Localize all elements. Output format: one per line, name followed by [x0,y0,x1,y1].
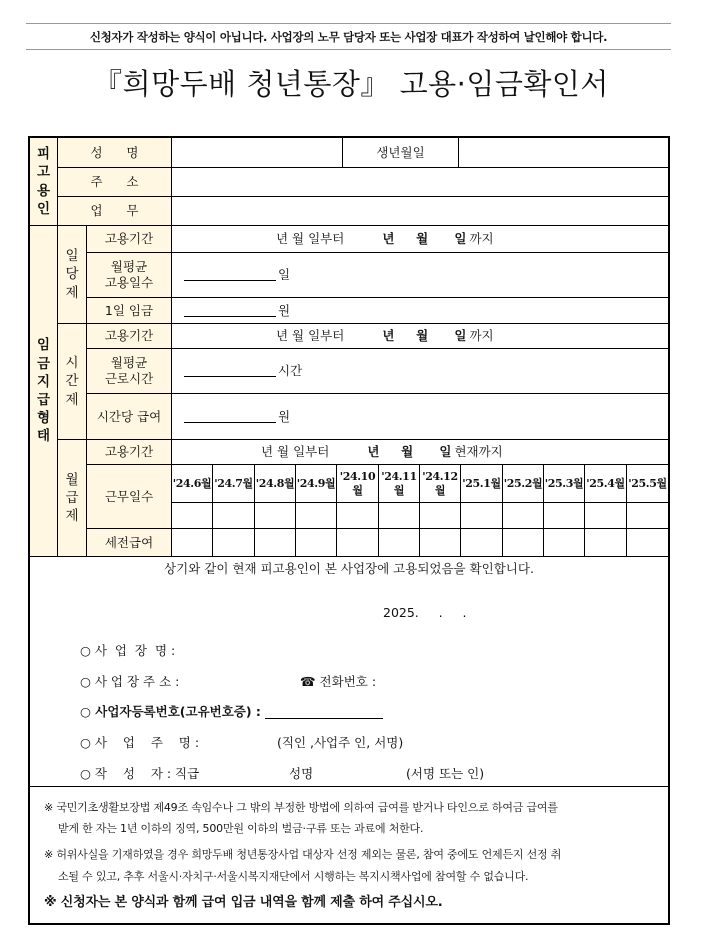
daily-wage-amount-field[interactable] [172,298,668,324]
pretax-field[interactable] [337,529,379,557]
note-3: ※ 신청자는 본 양식과 함께 급여 입금 내역을 함께 제출 하여 주십시오. [44,895,443,910]
job-label: 업 무 [58,197,172,226]
phone-label: ☎ 전화번호 : [300,674,377,689]
month-header: '24.11 월 [379,465,420,503]
month-header: '25.3월 [544,465,585,503]
note-1: ※ 국민기초생활보장법 제49조 속임수나 그 밖의 부정한 방법에 의하여 급여를 받거나 타인으로 하여금 급여를 [44,801,558,814]
note-2-cont: 소될 수 있고, 추후 서울시·자치구·서울시복지재단에서 시행하는 복지시책사업에 참여할 수 없습니다. [58,870,529,883]
birth-field[interactable] [459,138,668,168]
confirm-date: 2025. . . [383,605,467,620]
month-header: '25.2월 [503,465,544,503]
wage-type-section-label: 임 금 지 급 형 태 [30,226,58,557]
reg-number-label [80,702,383,720]
hourly-wage-amount-label: 시간당 급여 [87,394,172,440]
business-address-label: ○ 사 업 장 주 소 : [80,674,180,689]
hourly-avg-hours-field[interactable] [172,349,668,394]
job-field[interactable] [172,197,668,226]
name-label: 성 명 [58,138,172,168]
daily-period-end: 년 월 일 [382,231,467,247]
workdays-field[interactable] [503,503,544,529]
note-1-cont: 받게 한 자는 1년 이하의 징역, 500만원 이하의 벌금·구류 또는 과료에 처한다. [58,822,424,835]
workdays-field[interactable] [627,503,668,529]
hourly-period-suffix: 까지 [469,328,494,344]
workdays-field[interactable] [255,503,296,529]
daily-avg-days-label: 월평균 고용일수 [87,253,172,298]
daily-period-field[interactable] [172,226,668,253]
business-name-label: ○ 사 업 장 명 : [80,643,176,658]
month-header: '25.5월 [627,465,668,503]
writer-name-label: 성명 [289,766,314,781]
hourly-avg-hours-label: 월평균 근로시간 [87,349,172,394]
hourly-wage-label: 시 간 제 [58,324,87,440]
pretax-field[interactable] [627,529,668,557]
note-2: ※ 허위사실을 기재하였을 경우 희망두배 청년통장사업 대상자 선정 제외는 물론, 참여 중에도 언제든지 선정 취 [44,848,562,861]
workdays-field[interactable] [379,503,420,529]
address-field[interactable] [172,168,668,197]
birth-label: 생년월일 [343,138,459,168]
daily-wage-label: 일 당 제 [58,226,87,324]
daily-period-label: 고용기간 [87,226,172,253]
month-header: '24.12 월 [420,465,461,503]
daily-period-start: 년 월 일부터 [276,231,345,247]
page-title: 『희망두배 청년통장』 고용·임금확인서 [93,67,609,101]
pretax-field[interactable] [213,529,255,557]
workdays-field[interactable] [420,503,461,529]
hourly-period-label: 고용기간 [87,324,172,349]
hourly-wage-unit: 원 [278,408,291,424]
month-header: '25.4월 [585,465,627,503]
month-header: '24.6월 [172,465,213,503]
owner-sign-note: (직인 ,사업주 인, 서명) [277,735,404,750]
workdays-field[interactable] [172,503,213,529]
hourly-period-end: 년 월 일 [382,328,467,344]
reg-number-text: ○ 사업자등록번호(고유번호증) : [80,704,261,719]
hourly-period-start: 년 월 일부터 [276,328,345,344]
hourly-period-field[interactable] [172,324,668,349]
pretax-field[interactable] [296,529,337,557]
name-field[interactable] [172,138,343,168]
notice-text: 신청자가 작성하는 양식이 아닙니다. 사업장의 노무 담당자 또는 사업장 대표가 작성하여 날인해야 합니다. [89,29,608,44]
workdays-field[interactable] [544,503,585,529]
workdays-field[interactable] [585,503,627,529]
hourly-wage-amount-field[interactable] [172,394,668,440]
daily-avg-days-unit: 일 [278,267,291,283]
month-header: '25.1월 [461,465,503,503]
pretax-field[interactable] [420,529,461,557]
owner-label: ○ 사 업 주 명 : [80,735,200,750]
month-header: '24.9월 [296,465,337,503]
employee-section-label: 피 고 용 인 [30,138,58,226]
workdays-field[interactable] [337,503,379,529]
pretax-field[interactable] [461,529,503,557]
month-header: '24.8월 [255,465,296,503]
pretax-field[interactable] [544,529,585,557]
monthly-period-end: 년 월 일 [367,444,452,460]
writer-label: ○ 작 성 자 : 직급 [80,766,200,781]
pretax-field[interactable] [503,529,544,557]
monthly-pretax-label: 세전급여 [87,529,172,557]
confirmation-section [30,559,668,787]
notice-banner [26,23,671,50]
confirm-statement: 상기와 같이 현재 피고용인이 본 사업장에 고용되었음을 확인합니다. [164,561,534,576]
workdays-field[interactable] [461,503,503,529]
form-frame [28,136,670,925]
workdays-field[interactable] [213,503,255,529]
monthly-period-label: 고용기간 [87,440,172,465]
writer-sign-note: (서명 또는 인) [406,766,485,781]
monthly-period-suffix: 현재까지 [454,444,503,460]
daily-avg-days-field[interactable] [172,253,668,298]
month-header: '24.10 월 [337,465,379,503]
workdays-field[interactable] [296,503,337,529]
daily-wage-unit: 원 [278,302,291,318]
daily-period-suffix: 까지 [469,231,494,247]
pretax-field[interactable] [585,529,627,557]
month-header: '24.7월 [213,465,255,503]
monthly-period-start: 년 월 일부터 [261,444,330,460]
pretax-field[interactable] [379,529,420,557]
monthly-period-field[interactable] [172,440,668,465]
monthly-workdays-label: 근무일수 [87,465,172,529]
monthly-wage-label: 월 급 제 [58,440,87,557]
hourly-avg-hours-unit: 시간 [278,363,303,379]
address-label: 주 소 [58,168,172,197]
daily-wage-amount-label: 1일 임금 [87,298,172,324]
pretax-field[interactable] [255,529,296,557]
pretax-field[interactable] [172,529,213,557]
